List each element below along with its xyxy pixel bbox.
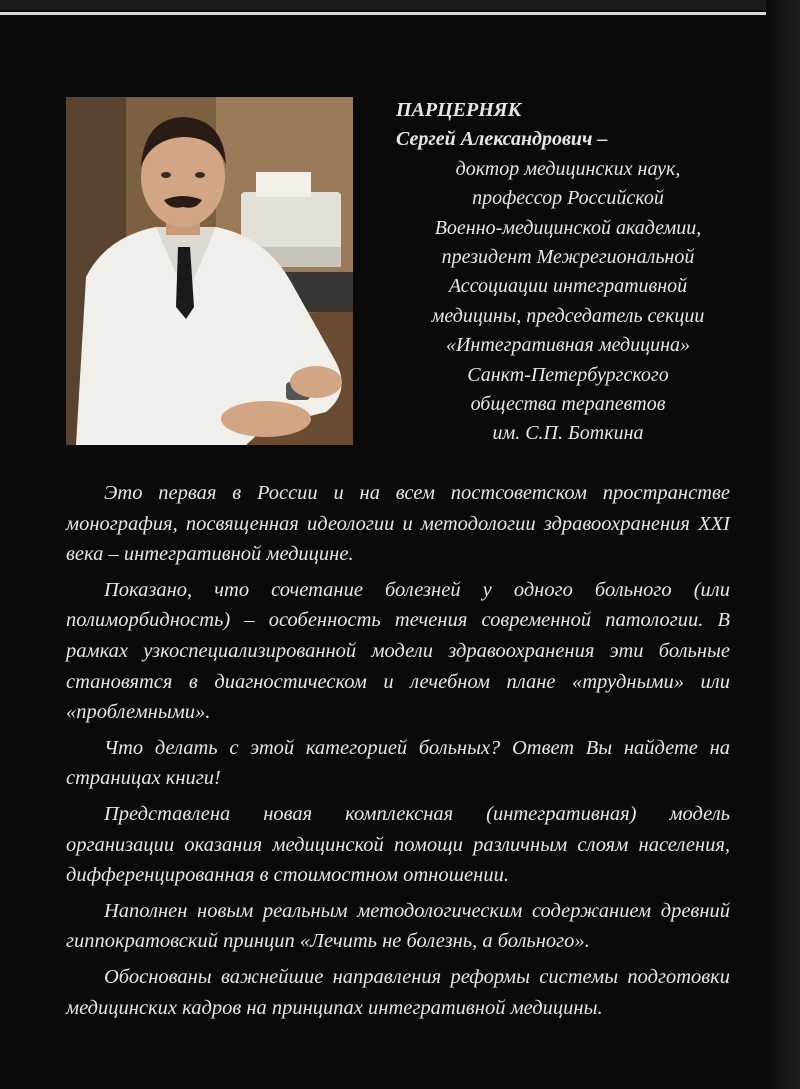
paragraph: Это первая в России и на всем постсоветском пространстве монография, посвященная идеологии и методологии здравоохранения XXI века – интегративной медицине. — [66, 482, 730, 566]
author-bio-line: профессор Российской — [472, 187, 664, 210]
author-bio-line: Ассоциации интегративной — [448, 275, 688, 298]
book-spine-edge — [766, 0, 800, 1089]
author-bio-line: им. С.П. Боткина — [492, 422, 644, 445]
author-bio-line: Военно-медицинской академии, — [434, 216, 702, 239]
author-bio-line: доктор медицинских наук, — [455, 157, 681, 180]
author-bio-line: общества терапевтов — [470, 393, 666, 416]
paragraph: Представлена новая комплексная (интегративная) модель организации оказания медицинской помощи различным слоям населения, дифференцированная в стоимостном отношении. — [66, 802, 730, 887]
paragraph: Показано, что сочетание болезней у одного больного (или полиморбидность) – особенность течения современной патологии. В рамках узкоспециализированной модели здравоохранения эти больные становятся в диагностическом и лечебном плане «трудными» или «проблемными». — [66, 578, 730, 724]
top-rule — [0, 12, 770, 15]
author-bio-line: Санкт-Петербургского — [467, 363, 669, 386]
author-bio-line: «Интегративная медицина» — [445, 334, 690, 357]
author-surname: ПАРЦЕРНЯК — [396, 99, 522, 121]
author-name: Сергей Александрович – — [396, 128, 608, 151]
author-info — [368, 96, 768, 449]
annotation-text — [66, 478, 730, 1028]
author-bio-line: президент Межрегиональной — [441, 246, 695, 269]
author-photo — [66, 97, 353, 445]
paragraph: Обоснованы важнейшие направления реформы системы подготовки медицинских кадров на принципах интегративной медицины. — [66, 965, 730, 1019]
author-bio-line: медицины, председатель секции — [431, 304, 705, 327]
paragraph: Наполнен новым реальным методологическим содержанием древний гиппократовский принцип «Лечить не болезнь, а больного». — [66, 899, 730, 953]
top-band — [0, 0, 800, 10]
paragraph: Что делать с этой категорией больных? Ответ Вы найдете на страницах книги! — [66, 736, 730, 790]
